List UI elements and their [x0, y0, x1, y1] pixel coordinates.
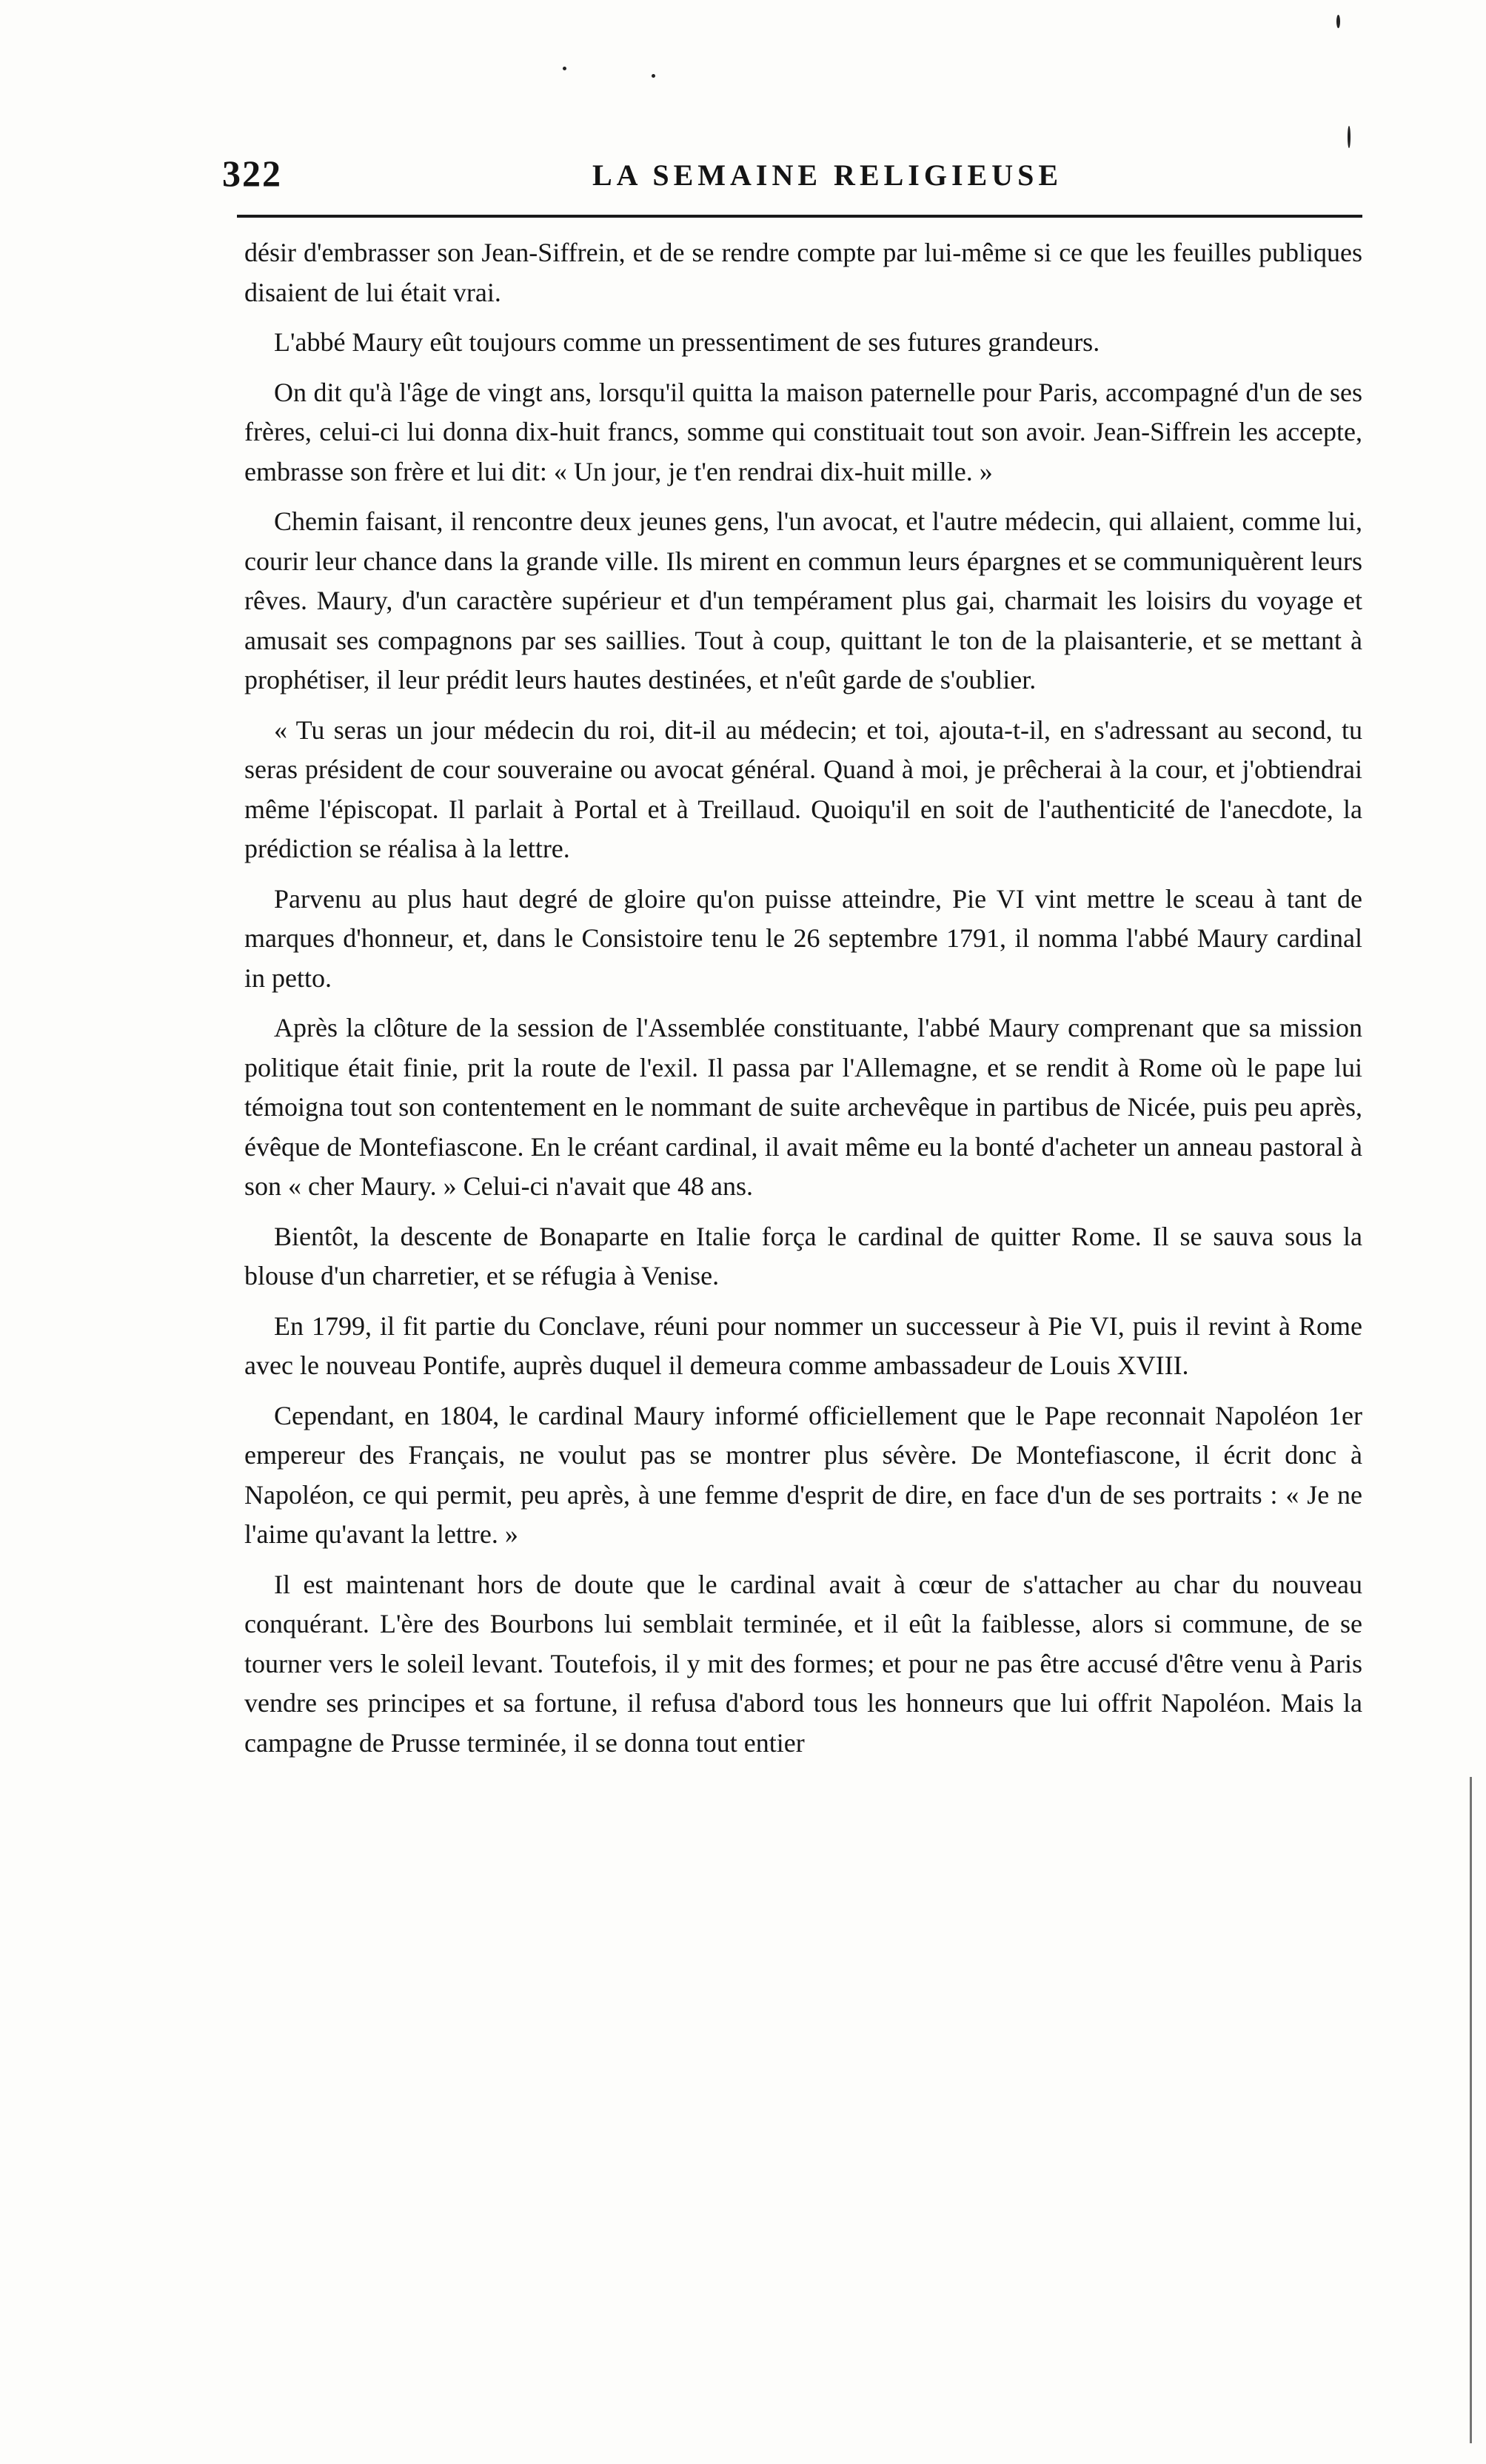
- paragraph: Parvenu au plus haut degré de gloire qu'on puisse atteindre, Pie VI vint mettre le sceau à tant de marques d'honneur, et, dans le Consistoire tenu le 26 septembre 1791, il nomma l'abbé Maury cardinal in petto.: [244, 883, 1362, 993]
- paragraph: En 1799, il fit partie du Conclave, réuni pour nommer un successeur à Pie VI, puis il revint à Rome avec le nouveau Pontife, auprès duquel il demeura comme ambassadeur de Louis XVIII.: [244, 1310, 1362, 1380]
- scan-edge-line: [1470, 1777, 1472, 2443]
- page-header: [222, 152, 1377, 204]
- body-text: [244, 233, 1362, 1773]
- scan-speck: [563, 67, 566, 70]
- running-head: LA SEMAINE RELIGIEUSE: [592, 158, 1063, 192]
- header-rule: [237, 215, 1362, 218]
- paragraph: désir d'embrasser son Jean-Siffrein, et de se rendre compte par lui-même si ce que les feuilles publiques disaient de lui était vrai.: [244, 238, 1362, 307]
- scan-speck: [1348, 126, 1351, 148]
- paragraph: L'abbé Maury eût toujours comme un pressentiment de ses futures grandeurs.: [274, 327, 1100, 357]
- paragraph: Après la clôture de la session de l'Assemblée constituante, l'abbé Maury comprenant que sa mission politique était finie, prit la route de l'exil. Il passa par l'Allemagne, et se rendit à Rome où le pape lui témoigna tout son contentement en le nommant de suite archevêque in partibus de Nicée, puis peu après, évêque de Montefiascone. En le créant cardinal, il avait même eu la bonté d'acheter un anneau pastoral à son « cher Maury. » Celui-ci n'avait que 48 ans.: [244, 1013, 1362, 1201]
- paragraph: « Tu seras un jour médecin du roi, dit-il au médecin; et toi, ajouta-t-il, en s'adressant au second, tu seras président de cour souveraine ou avocat général. Quand à moi, je prêcherai à la cour, et j'obtiendrai même l'épiscopat. Il parlait à Portal et à Treillaud. Quoiqu'il en soit de l'authenticité de l'anecdote, la prédiction se réalisa à la lettre.: [244, 714, 1362, 863]
- scan-speck: [652, 74, 655, 78]
- scan-speck: [1336, 15, 1340, 28]
- paragraph: Chemin faisant, il rencontre deux jeunes gens, l'un avocat, et l'autre médecin, qui allaient, comme lui, courir leur chance dans la grande ville. Ils mirent en commun leurs épargnes et se communiquèrent leurs rêves. Maury, d'un caractère supérieur et d'un tempérament plus gai, charmait les loisirs du voyage et amusait ses compagnons par ses saillies. Tout à coup, quittant le ton de la plaisanterie, et se mettant à prophétiser, il leur prédit leurs hautes destinées, et n'eût garde de s'oublier.: [244, 506, 1362, 694]
- paragraph: On dit qu'à l'âge de vingt ans, lorsqu'il quitta la maison paternelle pour Paris, accompagné d'un de ses frères, celui-ci lui donna dix-huit francs, somme qui constituait tout son avoir. Jean-Siffrein les accepte, embrasse son frère et lui dit: « Un jour, je t'en rendrai dix-huit mille. »: [244, 377, 1362, 486]
- paragraph: Cependant, en 1804, le cardinal Maury informé officiellement que le Pape reconnait Napoléon 1er empereur des Français, ne voulut pas se montrer plus sévère. De Montefiascone, il écrit donc à Napoléon, ce qui permit, peu après, à une femme d'esprit de dire, en face d'un de ses portraits : « Je ne l'aime qu'avant la lettre. »: [244, 1400, 1362, 1549]
- paragraph: Il est maintenant hors de doute que le cardinal avait à cœur de s'attacher au char du nouveau conquérant. L'ère des Bourbons lui semblait terminée, et il eût la faiblesse, alors si commune, de se tourner vers le soleil levant. Toutefois, il y mit des formes; et pour ne pas être accusé d'être venu à Paris vendre ses principes et sa fortune, il refusa d'abord tous les honneurs que lui offrit Napoléon. Mais la campagne de Prusse terminée, il se donna tout entier: [244, 1569, 1362, 1758]
- paragraph: Bientôt, la descente de Bonaparte en Italie força le cardinal de quitter Rome. Il se sauva sous la blouse d'un charretier, et se réfugia à Venise.: [244, 1221, 1362, 1290]
- page-number: 322: [222, 153, 282, 194]
